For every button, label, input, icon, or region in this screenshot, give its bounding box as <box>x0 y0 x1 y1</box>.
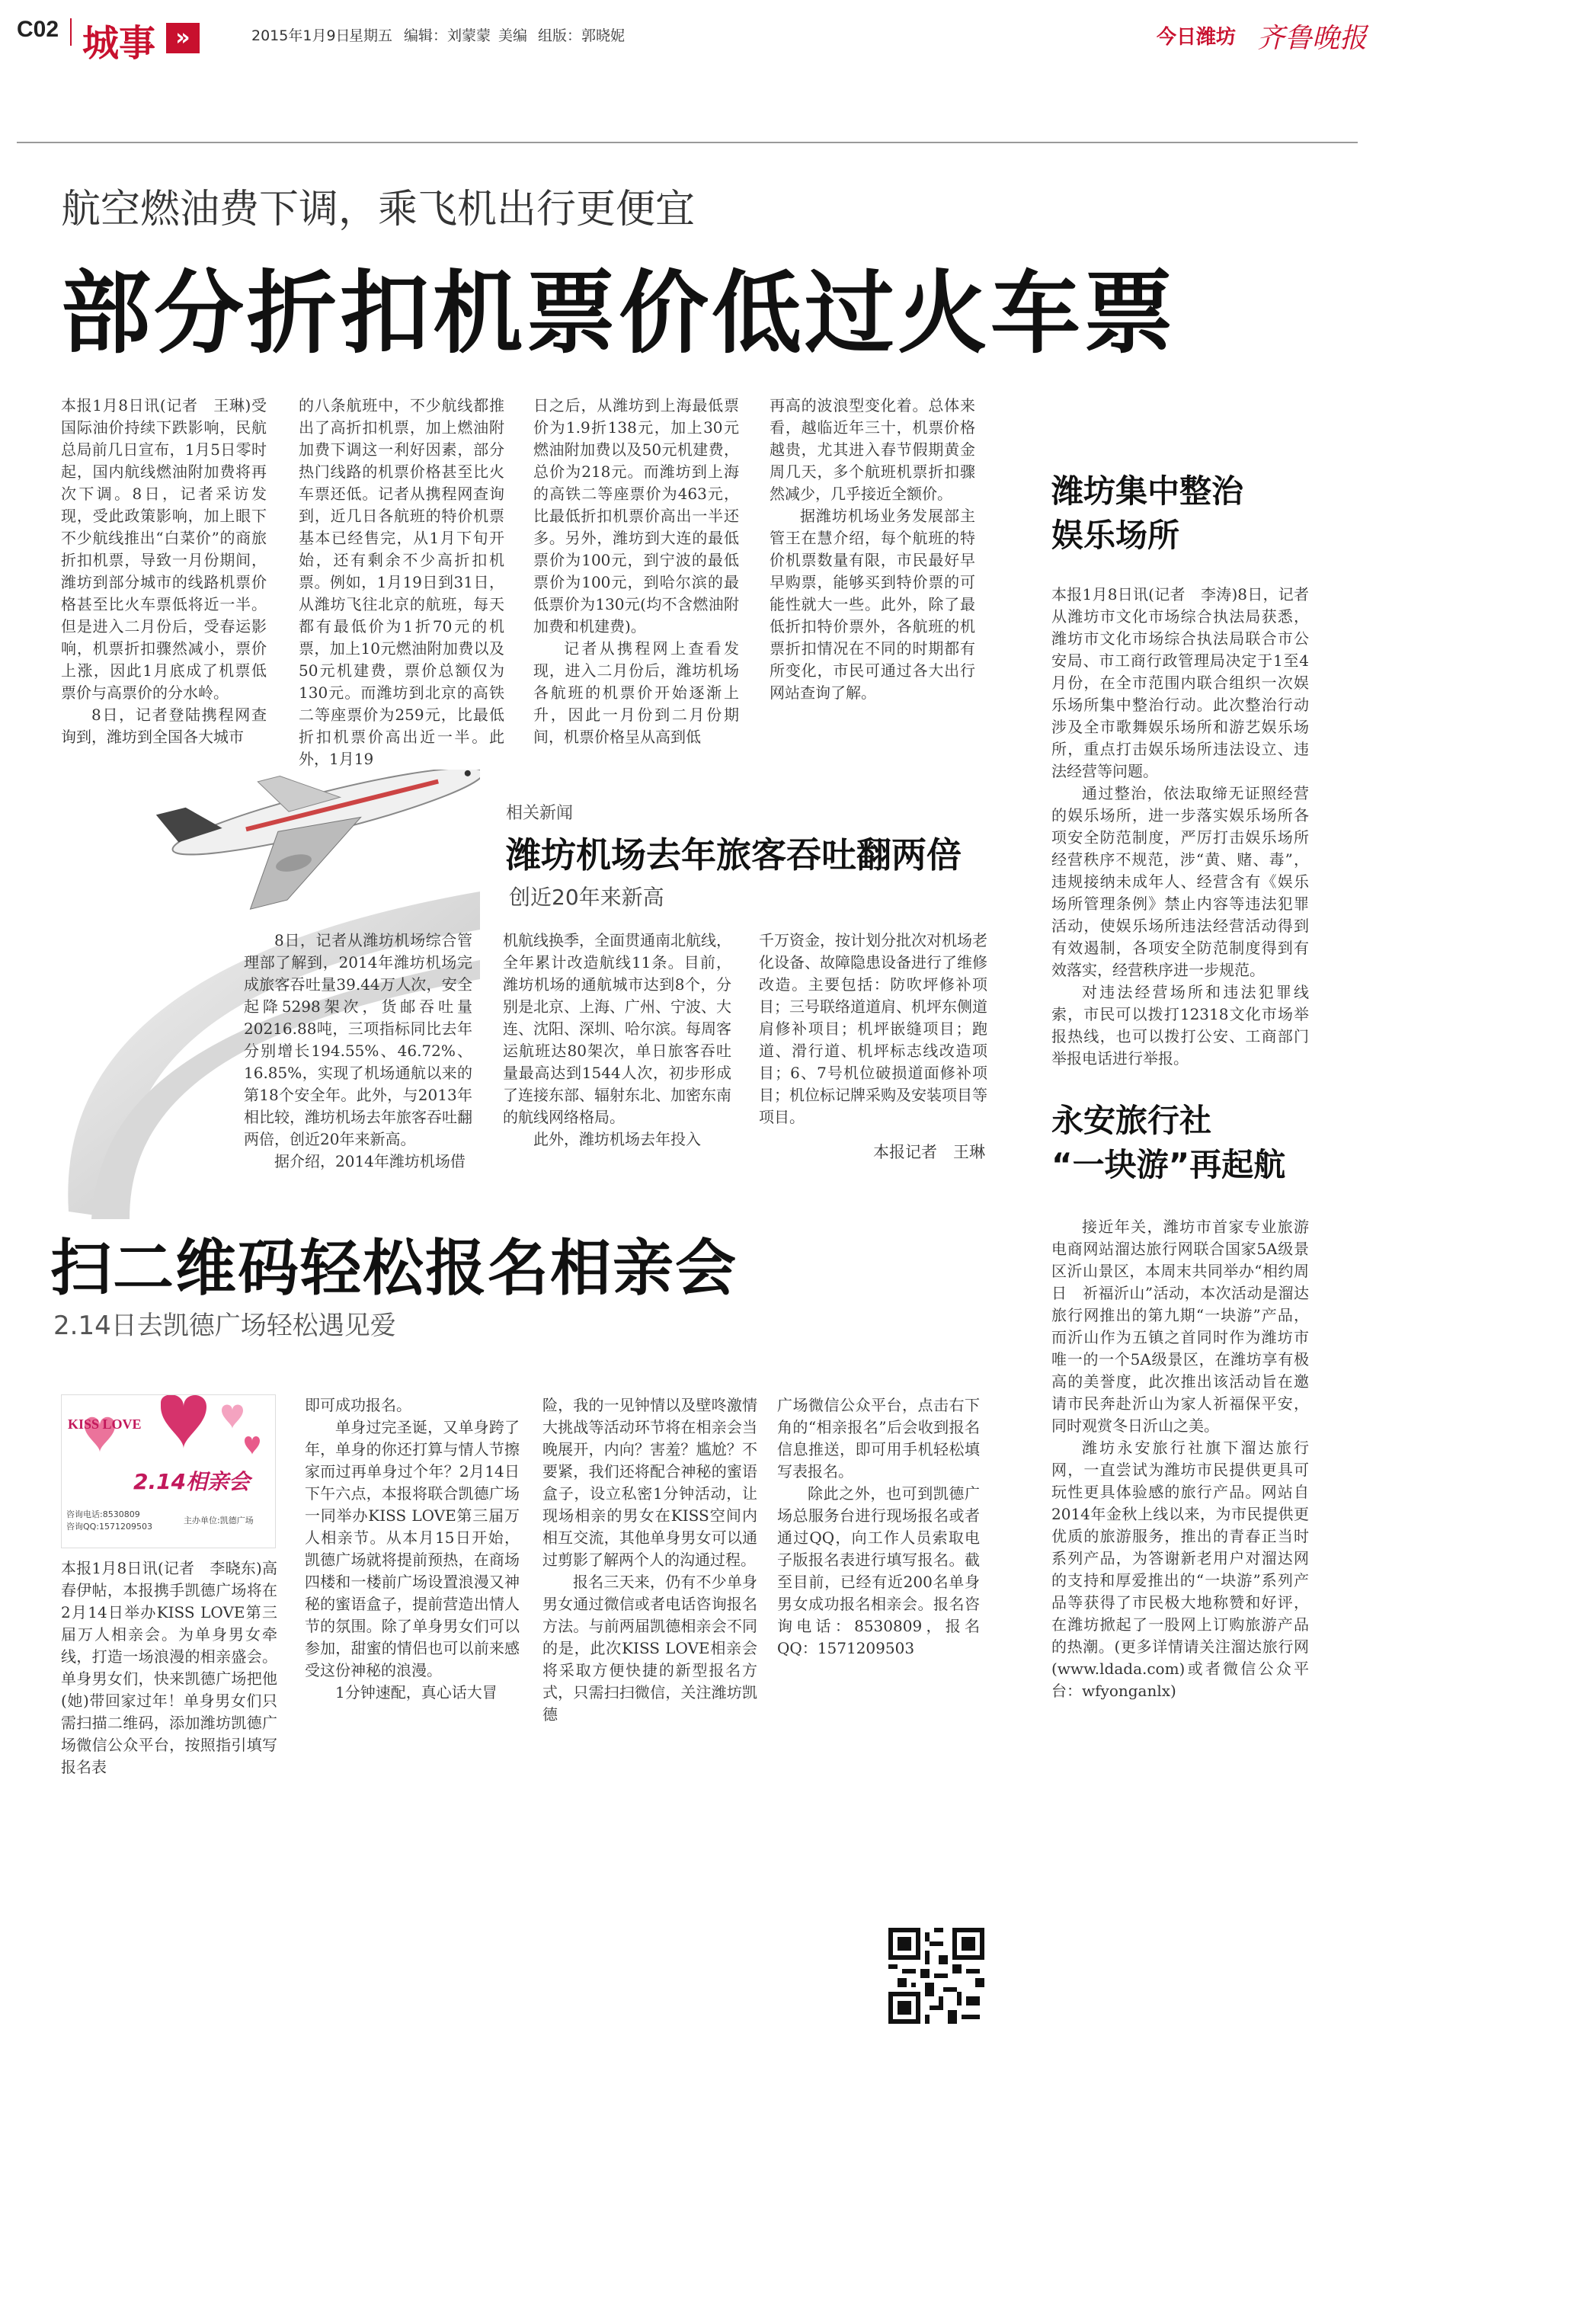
paragraph: 据介绍，2014年潍坊机场借 <box>274 1152 466 1170</box>
paragraph: 8日，记者登陆携程网查询到，潍坊到全国各大城市 <box>61 706 267 746</box>
related-column-3 <box>759 930 987 1128</box>
paragraph: 对违法经营场所和违法犯罪线索，市民可以拨打12318文化市场举报热线，也可以拨打公安、工商部门举报电话进行举报。 <box>1051 983 1309 1068</box>
paragraph: 通过整治，依法取缔无证照经营的娱乐场所，进一步落实娱乐场所各项安全防范制度，严厉打击娱乐场所经营秩序不规范，涉“黄、赌、毒”，违规接纳未成年人、经营含有《娱乐场所管理条例》禁止内容等违法犯罪活动，使娱乐场所违法经营活动得到有效遏制，各项安全防范制度得到有效落实，经营秩序进一步规范。 <box>1051 784 1309 979</box>
story1-column-1 <box>61 395 267 748</box>
paragraph: 险，我的一见钟情以及壁咚激情大挑战等活动环节将在相亲会当晚展开，内向？害羞？尴尬？不要紧，我们还将配合神秘的蜜语盒子，设立私密1分钟活动，让现场相亲的男女在KISS空间内相互交流，其他单身男女可以通过剪影了解两个人的沟通过程。 <box>542 1396 757 1569</box>
paragraph: 据潍坊机场业务发展部主管王在慧介绍，每个航班的特价机票数量有限，市民最好早早购票，能够买到特价票的可能性就大一些。此外，除了最低折扣特价票外，各航班的机票折扣情况在不同的时期都有所变化，市民可通过各大出行网站查询了解。 <box>770 507 975 702</box>
paragraph: 千万资金，按计划分批次对机场老化设备、故障隐患设备进行了维修改造。主要包括：防吹坪修补项目；三号联络道道肩、机坪东侧道肩修补项目；机坪嵌缝项目；跑道、滑行道、机坪标志线改造项目；6、7号机位破损道面修补项目；机位标记牌采购及安装项目等项目。 <box>759 931 987 1126</box>
story1-column-4 <box>770 395 975 704</box>
ad-event-date: 2.14相亲会 <box>133 1469 251 1494</box>
paragraph: 报名三天来，仍有不少单身男女通过微信或者电话咨询报名方法。与前两届凯德相亲会不同的是，此次KISS LOVE相亲会将采取方便快捷的新型报名方式，只需扫扫微信，关注潍坊凯德 <box>542 1573 757 1724</box>
header-rule <box>17 142 1358 143</box>
story2-column-2 <box>305 1394 520 1704</box>
page-number: C02 <box>17 17 59 42</box>
story2-headline: 扫二维码轻松报名相亲会 <box>50 1233 738 1304</box>
paragraph: 即可成功报名。 <box>305 1396 411 1414</box>
paragraph: 接近年关，潍坊市首家专业旅游电商网站溜达旅行网联合国家5A级景区沂山景区，本周末共同举办“相约周日 祈福沂山”活动，本次活动是溜达旅行网推出的第九期“一块游”产品，而沂山作为五镇之首同时作为潍坊市唯一的一个5A级景区，在潍坊享有极高的美誉度，此次推出该活动旨在邀请市民奔赴沂山为家人祈福保平安，同时观赏冬日沂山之美。 <box>1051 1218 1309 1435</box>
story1-headline: 部分折扣机票价低过火车票 <box>61 261 1177 366</box>
story1-kicker: 航空燃油费下调，乘飞机出行更便宜 <box>61 187 696 232</box>
paragraph: 广场微信公众平台，点击右下角的“相亲报名”后会收到报名信息推送，即可用手机轻松填写表报名。 <box>777 1396 980 1481</box>
ad-phone: 咨询电话:8530809 <box>66 1509 140 1519</box>
story2-subtitle: 2.14日去凯德广场轻松遇见爱 <box>53 1311 396 1341</box>
paragraph: 本报1月8日讯(记者 李晓东)高春伊帖，本报携手凯德广场将在2月14日举办KISS LOVE第三届万人相亲会。为单身男女牵线，打造一场浪漫的相亲盛会。单身男女们，快来凯德广场把他(她)带回家过年！单身男女们只需扫描二维码，添加潍坊凯德广场微信公众平台，按照指引填写报名表 <box>61 1559 277 1776</box>
sidebar2-body <box>1051 1216 1309 1702</box>
story1-column-3 <box>533 395 739 748</box>
paragraph: 除此之外，也可到凯德广场总服务台进行现场报名或者通过QQ，向工作人员索取电子版报名表进行填写报名。截至目前，已经有近200名单身男女成功报名相亲会。报名咨询电话：8530809，报名QQ：1571209503 <box>777 1484 980 1657</box>
sidebar1-title-line1: 潍坊集中整治 <box>1051 472 1244 510</box>
story2-column-3 <box>542 1394 757 1726</box>
paragraph: 单身过完圣诞，又单身跨了年，单身的你还打算与情人节擦家而过再单身过个年？2月14日下午六点，本报将联合凯德广场一同举办KISS LOVE第三届万人相亲节。从本月15日开始，凯德广场就将提前预热，在商场四楼和一楼前广场设置浪漫又神秘的蜜语盒子，提前营造出情人节的氛围。除了单身男女们可以参加，甜蜜的情侣也可以前来感受这份神秘的浪漫。 <box>305 1418 520 1679</box>
paragraph: 本报1月8日讯(记者 王琳)受国际油价持续下跌影响，民航总局前几日宣布，1月5日零时起，国内航线燃油附加费将再次下调。8日，记者采访发现，受此政策影响，加上眼下不少航线推出“白菜价”的商旅折扣机票，导致一月份期间，潍坊到部分城市的线路机票价格甚至比火车票低将近一半。但是进入二月份后，受春运影响，机票折扣骤然减小，票价上涨，因此1月底成了机票低票价与高票价的分水岭。 <box>61 396 267 702</box>
paragraph: 潍坊永安旅行社旗下溜达旅行网，一直尝试为潍坊市民提供更具可玩性更具体验感的旅行产品。网站自2014年金秋上线以来，为市民提供更优质的旅游服务，推出的青春正当时系列产品，为答谢新老用户对溜达网的支持和厚爱推出的“一块游”系列产品等获得了市民极大地称赞和好评，在潍坊掀起了一股网上订购旅游产品的热潮。(更多详情请关注溜达旅行网(www.ldada.com)或者微信公众平台：wfyonganlx) <box>1051 1439 1309 1700</box>
qr-code-icon[interactable] <box>888 1928 984 2024</box>
issue-weekday: 星期五 <box>349 27 393 44</box>
paragraph: 本报1月8日讯(记者 李涛)8日，记者从潍坊市文化市场综合执法局获悉，潍坊市文化市场综合执法局联合市公安局、市工商行政管理局决定于1至4月份，在全市范围内联合组织一次娱乐场所集中整治行动。此次整治行动涉及全市歌舞娱乐场所和游艺娱乐场所，重点打击娱乐场所违法设立、违法经营等问题。 <box>1051 585 1309 780</box>
sidebar2-title <box>1051 1099 1285 1187</box>
related-news-subtitle: 创近20年来新高 <box>509 885 664 910</box>
paragraph: 1分钟速配，真心话大冒 <box>335 1683 498 1701</box>
related-column-1 <box>244 930 472 1173</box>
related-news-tag: 相关新闻 <box>506 804 574 823</box>
related-news-title: 潍坊机场去年旅客吞吐翻两倍 <box>506 834 962 876</box>
paragraph: 的八条航班中，不少航线都推出了高折扣机票，加上燃油附加费下调这一利好因素，部分热门线路的机票价格甚至比火车票还低。记者从携程网查询到，近几日各航班的特价机票基本已经售完，从1月下旬开始，还有剩余不少高折扣机票。例如，1月19日到31日，从潍坊飞往北京的航班，每天都有最低价为1折70元的机票，加上10元燃油附加费以及50元机建费，票价总额仅为130元。而潍坊到北京的高铁二等座票价为259元，比最低折扣机票价高出近一半。此外，1月19 <box>299 396 504 768</box>
story1-column-2 <box>299 395 504 770</box>
kiss-love-ad <box>61 1394 276 1548</box>
paragraph: 记者从携程网上查看发现，进入二月份后，潍坊机场各航班的机票价开始逐渐上升，因此一月份到二月份期间，机票价格呈从高到低 <box>533 639 739 746</box>
ad-qq: 咨询QQ:1571209503 <box>66 1522 153 1532</box>
proof-credit: 组版：郭晓妮 <box>538 27 626 44</box>
edition-name: 今日潍坊 <box>1157 26 1237 49</box>
sidebar1-body <box>1051 584 1309 1070</box>
issue-date: 2015年1月9日 <box>251 27 350 44</box>
editor-credit: 编辑：刘蒙蒙 <box>404 27 491 44</box>
story2-column-1 <box>61 1557 277 1778</box>
paragraph: 日之后，从潍坊到上海最低票价为1.9折138元，加上30元燃油附加费以及50元机建费，总价为218元。而潍坊到上海的高铁二等座票价为463元，比最低折扣机票价高出一半还多。另外，潍坊到大连的最低票价为100元，到宁波的最低票价为100元，到哈尔滨的最低票价为130元(均不含燃油附加费和机建费)。 <box>533 396 739 635</box>
sidebar1-title <box>1051 469 1243 558</box>
header-divider <box>70 18 72 46</box>
paragraph: 8日，记者从潍坊机场综合管理部了解到，2014年潍坊机场完成旅客吞吐量39.44万人次，安全起降5298架次，货邮吞吐量20216.88吨，三项指标同比去年分别增长194.55%、46.72%、16.85%，实现了机场通航以来的第18个安全年。此外，与2013年相比较，潍坊机场去年旅客吞吐翻两倍，创近20年来新高。 <box>244 931 472 1148</box>
related-column-2 <box>503 930 731 1151</box>
newspaper-logo: 齐鲁晚报 <box>1257 23 1368 54</box>
ad-host: 主办单位:凯德广场 <box>184 1516 254 1525</box>
sidebar2-title-line1: 永安旅行社 <box>1051 1102 1212 1139</box>
sidebar2-title-line2: “一块游”再起航 <box>1051 1146 1286 1183</box>
kiss-love-logo: KISS LOVE <box>68 1416 142 1432</box>
paragraph: 机航线换季，全面贯通南北航线，全年累计改造航线11条。目前，潍坊机场的通航城市达到8个，分别是北京、上海、广州、宁波、大连、沈阳、深圳、哈尔滨。每周客运航班达80架次，单日旅客吞吐量最高达到1544人次，初步形成了连接东部、辐射东北、加密东南的航线网络格局。 <box>503 931 731 1126</box>
paragraph: 此外，潍坊机场去年投入 <box>533 1130 701 1148</box>
section-arrow-icon: » <box>166 23 200 53</box>
paragraph: 再高的波浪型变化着。总体来看，越临近年三十，机票价格越贵，尤其进入春节假期黄金周几天，多个航班机票折扣骤然减少，几乎接近全额价。 <box>770 396 975 503</box>
story2-column-4 <box>777 1394 980 1660</box>
related-byline: 本报记者 王琳 <box>873 1143 985 1161</box>
sidebar1-title-line2: 娱乐场所 <box>1051 517 1180 554</box>
art-editor-credit: 美编 <box>498 27 528 44</box>
section-title: 城事 <box>82 22 156 65</box>
